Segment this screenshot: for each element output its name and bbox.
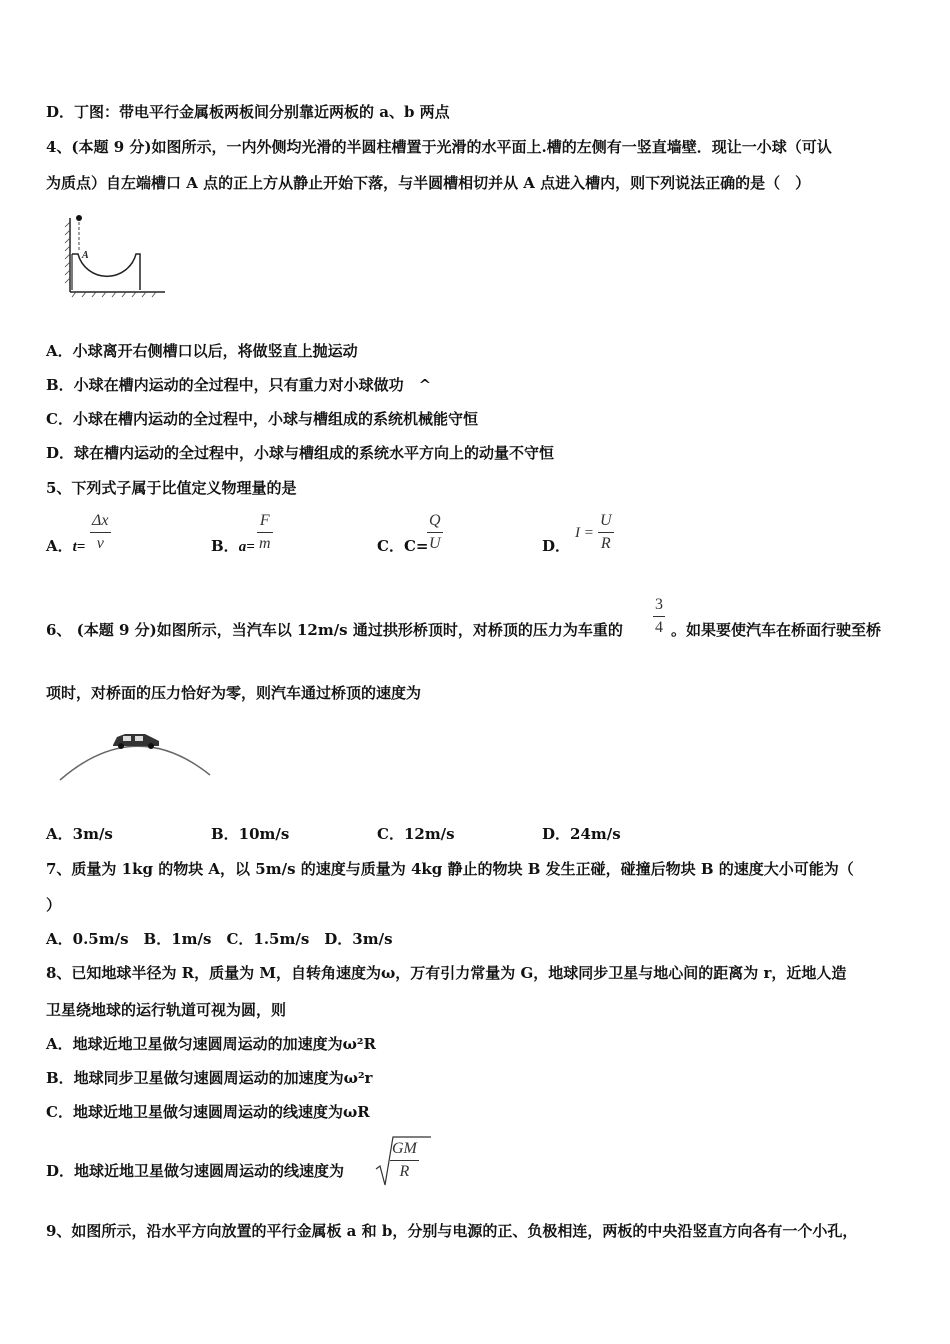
q6-option-c: C．12m/s xyxy=(377,825,455,843)
q4-trough-figure xyxy=(60,210,170,300)
q6-stem-line1-pre: 6、 (本题 9 分)如图所示，当汽车以 12m/s 通过拱形桥顶时，对桥顶的压力为车重的 xyxy=(46,621,623,639)
ball-icon xyxy=(76,215,82,221)
point-a-label: A xyxy=(82,250,89,261)
q7-stem-line2: ） xyxy=(46,896,62,914)
q8-option-b: B．地球同步卫星做匀速圆周运动的加速度为ω²r xyxy=(46,1069,373,1087)
q6-option-d: D．24m/s xyxy=(542,825,621,843)
q4-stem-line1: 4、(本题 9 分)如图所示，一内外侧均光滑的半圆柱槽置于光滑的水平面上.槽的左侧有一竖直墙壁．现让一小球（可认 xyxy=(46,138,832,156)
q4-option-b: B．小球在槽内运动的全过程中，只有重力对小球做功 ^ xyxy=(46,376,432,394)
q6-option-b: B．10m/s xyxy=(211,825,290,843)
q4-option-c: C．小球在槽内运动的全过程中，小球与槽组成的系统机械能守恒 xyxy=(46,410,478,428)
q8-option-c: C．地球近地卫星做匀速圆周运动的线速度为ωR xyxy=(46,1103,370,1121)
q5-option-b: B．a= xyxy=(211,537,255,555)
q7-options: A．0.5m/s B．1m/s C．1.5m/s D．3m/s xyxy=(46,930,393,948)
q4-option-a: A．小球离开右侧槽口以后，将做竖直上抛运动 xyxy=(46,342,358,360)
q8-option-d: D．地球近地卫星做匀速圆周运动的线速度为 xyxy=(46,1162,345,1180)
q5-option-d-lhs: I = xyxy=(575,525,594,541)
q8-option-a: A．地球近地卫星做匀速圆周运动的加速度为ω²R xyxy=(46,1035,376,1053)
q5-option-d: D． xyxy=(542,537,571,555)
q4-stem-line2: 为质点）自左端槽口 A 点的正上方从静止开始下落，与半圆槽相切并从 A 点进入槽内，则下列说法正确的是（ ） xyxy=(46,174,811,192)
q8-option-d-fraction: GM R xyxy=(392,1140,417,1180)
q7-stem-line1: 7、质量为 1kg 的物块 A，以 5m/s 的速度与质量为 4kg 静止的物块 B 发生正碰，碰撞后物块 B 的速度大小可能为（ xyxy=(46,860,854,878)
q6-bridge-figure xyxy=(55,725,215,785)
q6-stem-line1-post: 。如果要使汽车在桥面行驶至桥 xyxy=(671,621,882,639)
q5-option-d-fraction: U R xyxy=(600,512,612,552)
q6-option-a: A．3m/s xyxy=(46,825,113,843)
q3-option-d: D．丁图：带电平行金属板两板间分别靠近两板的 a、b 两点 xyxy=(46,103,450,121)
q5-option-c-fraction: Q U xyxy=(429,512,441,552)
q5-option-c: C．C= xyxy=(377,537,429,555)
q8-stem-line1: 8、已知地球半径为 R，质量为 M，自转角速度为ω，万有引力常量为 G，地球同步卫星与地心间的距离为 r，近地人造 xyxy=(46,964,847,982)
q4-option-d: D．球在槽内运动的全过程中，小球与槽组成的系统水平方向上的动量不守恒 xyxy=(46,444,555,462)
q8-stem-line2: 卫星绕地球的运行轨道可视为圆，则 xyxy=(46,1001,287,1019)
q5-option-a: A．t= xyxy=(46,537,86,555)
q5-option-b-fraction: F m xyxy=(259,512,271,552)
q5-stem: 5、下列式子属于比值定义物理量的是 xyxy=(46,479,297,497)
q9-stem-line1: 9、如图所示，沿水平方向放置的平行金属板 a 和 b，分别与电源的正、负极相连，两板的中央沿竖直方向各有一个小孔， xyxy=(46,1222,858,1240)
q6-fraction: 3 4 xyxy=(655,596,663,636)
q5-option-a-fraction: Δx v xyxy=(92,512,109,552)
q6-stem-line2: 项时，对桥面的压力恰好为零，则汽车通过桥顶的速度为 xyxy=(46,684,422,702)
